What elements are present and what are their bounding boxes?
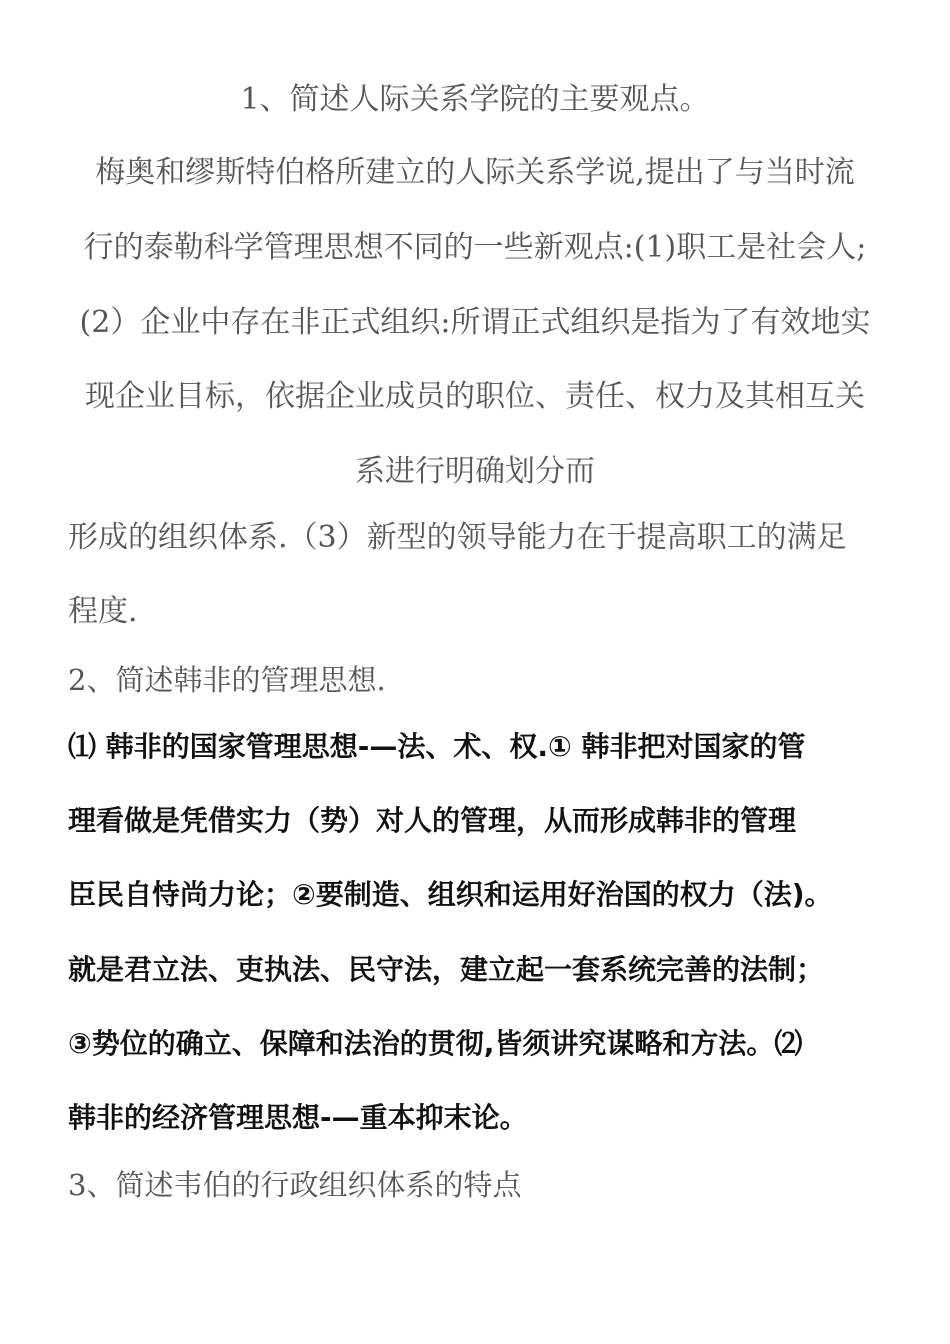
- q2-paragraph-line-4: 就是君立法、吏执法、民守法，建立起一套系统完善的法制；: [68, 953, 825, 986]
- question-3-title: 3、简述韦伯的行政组织体系的特点: [68, 1168, 522, 1202]
- q2-paragraph-line-2: 理看做是凭借实力（势）对人的管理，从而形成韩非的管理: [68, 804, 797, 837]
- question-1-title: 1、简述人际关系学院的主要观点。: [240, 82, 710, 117]
- q2-paragraph-line-6: 韩非的经济管理思想-—重本抑末论。: [68, 1101, 528, 1134]
- q2-paragraph-line-5: ③势位的确立、保障和法治的贯彻,皆须讲究谋略和方法。⑵: [68, 1027, 803, 1060]
- q2-paragraph-line-3: 臣民自恃尚力论；②要制造、组织和运用好治国的权力（法)。: [68, 878, 833, 911]
- question-2-title: 2、简述韩非的管理思想.: [68, 663, 386, 697]
- q1-paragraph-line-7: 程度.: [68, 594, 138, 629]
- q1-paragraph-line-6: 形成的组织体系.（3）新型的领导能力在于提高职工的满足: [68, 520, 847, 555]
- q1-paragraph-line-1: 梅奥和缪斯特伯格所建立的人际关系学说,提出了与当时流: [95, 155, 855, 190]
- q1-paragraph-line-2: 行的泰勒科学管理思想不同的一些新观点:(1)职工是社会人;: [83, 230, 867, 265]
- q2-paragraph-line-1: ⑴ 韩非的国家管理思想-—法、术、权.① 韩非把对国家的管: [68, 730, 806, 763]
- q1-paragraph-line-5: 系进行明确划分而: [355, 454, 595, 489]
- q1-paragraph-line-4: 现企业目标，依据企业成员的职位、责任、权力及其相互关: [85, 379, 865, 414]
- q1-paragraph-line-3: (2）企业中存在非正式组织:所谓正式组织是指为了有效地实: [79, 305, 871, 340]
